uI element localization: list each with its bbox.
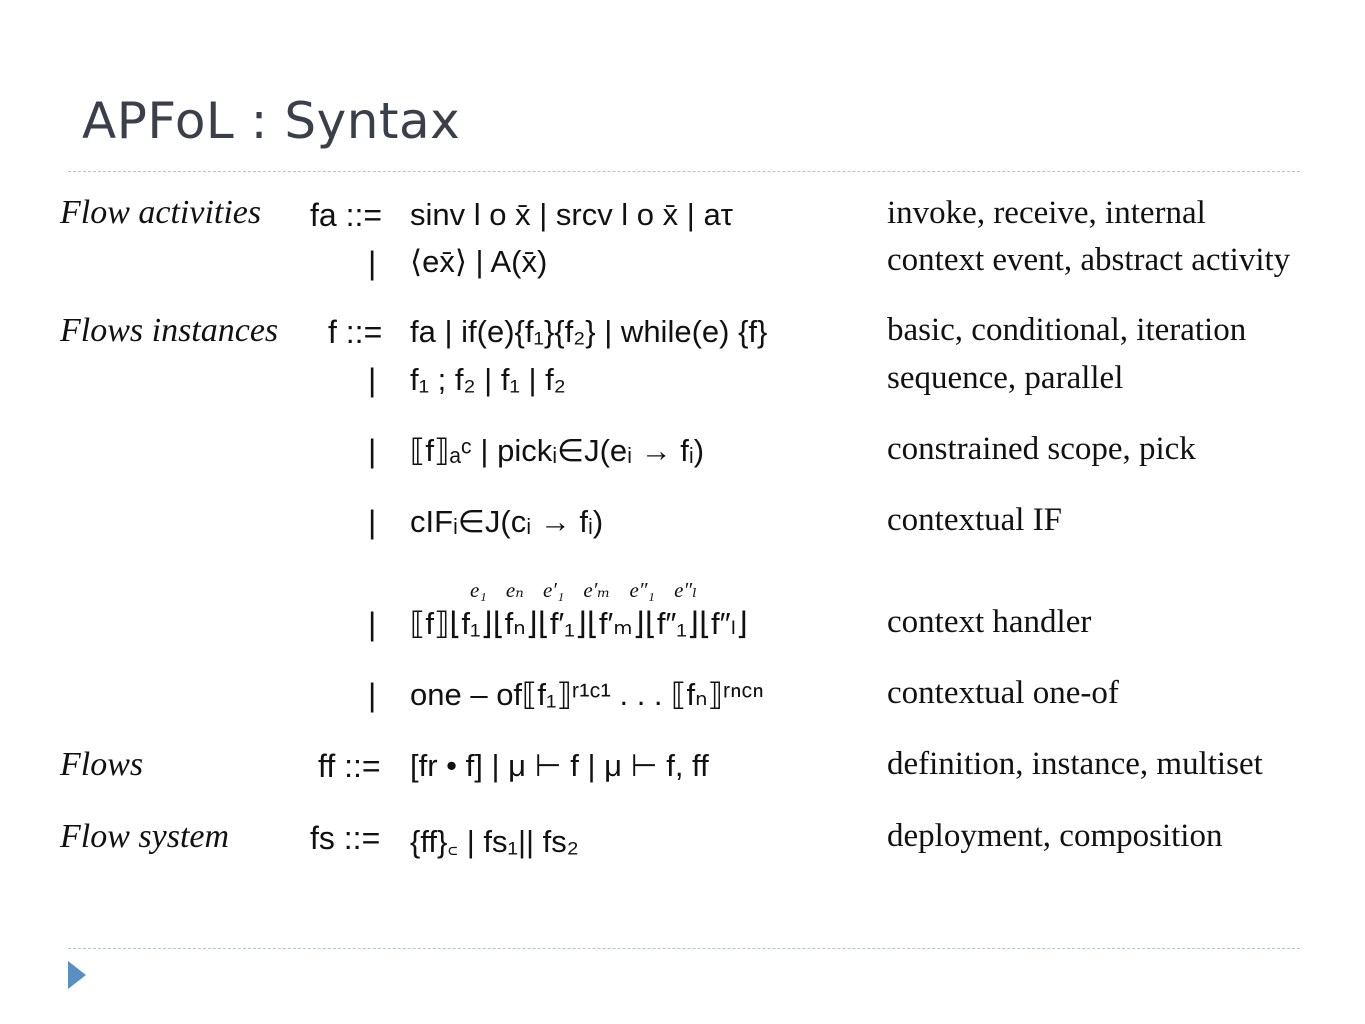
context-handler-event-labels: e₁ eₙ e′₁ e′ₘ e″₁ e″ₗ bbox=[470, 578, 698, 602]
separator-bar: | bbox=[368, 433, 377, 469]
nonterminal-fs: fs ::= bbox=[310, 820, 381, 856]
nonterminal-fa: fa ::= bbox=[310, 197, 383, 233]
description-fa-2: context event, abstract activity bbox=[887, 242, 1291, 278]
production-f-1: fa | if(e){f₁}{f₂} | while(e) {f} bbox=[410, 314, 768, 349]
production-f-4: cIFᵢ∈J(cᵢ → fᵢ) bbox=[410, 504, 604, 539]
separator-bar: | bbox=[368, 362, 377, 398]
description-f-1: basic, conditional, iteration bbox=[887, 312, 1247, 348]
category-flow-activities: Flow activities bbox=[60, 194, 262, 231]
category-flows: Flows bbox=[60, 746, 144, 783]
production-ff-1: [fr • f] | μ ⊢ f | μ ⊢ f, ff bbox=[410, 748, 709, 783]
separator-bar: | bbox=[368, 606, 377, 642]
footer-divider bbox=[68, 948, 1300, 949]
description-f-4: contextual IF bbox=[887, 502, 1063, 538]
category-flow-system: Flow system bbox=[60, 818, 230, 855]
production-f-2: f₁ ; f₂ | f₁ | f₂ bbox=[410, 362, 566, 397]
separator-bar: | bbox=[368, 245, 377, 281]
production-fa-2: ⟨ex̄⟩ | A(x̄) bbox=[410, 244, 548, 279]
description-f-2: sequence, parallel bbox=[887, 360, 1124, 396]
nonterminal-f: f ::= bbox=[328, 314, 383, 350]
description-ff-1: definition, instance, multiset bbox=[887, 746, 1263, 782]
separator-bar: | bbox=[368, 677, 377, 713]
production-fa-1: sinv l o x̄ | srcv l o x̄ | aτ bbox=[410, 197, 733, 232]
triangle-bullet-icon bbox=[68, 961, 86, 989]
slide-title: APFoL : Syntax bbox=[82, 92, 461, 150]
description-f-5: context handler bbox=[887, 604, 1092, 640]
production-fs-1: {ff}꜀ | fs₁|| fs₂ bbox=[410, 824, 579, 859]
description-fa-1: invoke, receive, internal bbox=[887, 195, 1206, 231]
production-f-6: one – of⟦f₁⟧ʳ¹ᶜ¹ . . . ⟦fₙ⟧ʳⁿᶜⁿ bbox=[410, 677, 764, 712]
production-f-5: ⟦f⟧⌊f₁⌋⌊fₙ⌋⌊f′₁⌋⌊f′ₘ⌋⌊f″₁⌋⌊f″ₗ⌋ bbox=[410, 606, 748, 641]
production-f-3: ⟦f⟧ₐᶜ | pickᵢ∈J(eᵢ → fᵢ) bbox=[410, 433, 705, 468]
nonterminal-ff: ff ::= bbox=[318, 748, 381, 784]
separator-bar: | bbox=[368, 504, 377, 540]
description-f-3: constrained scope, pick bbox=[887, 431, 1196, 467]
description-fs-1: deployment, composition bbox=[887, 818, 1223, 854]
description-f-6: contextual one-of bbox=[887, 675, 1119, 711]
category-flows-instances: Flows instances bbox=[60, 312, 279, 349]
